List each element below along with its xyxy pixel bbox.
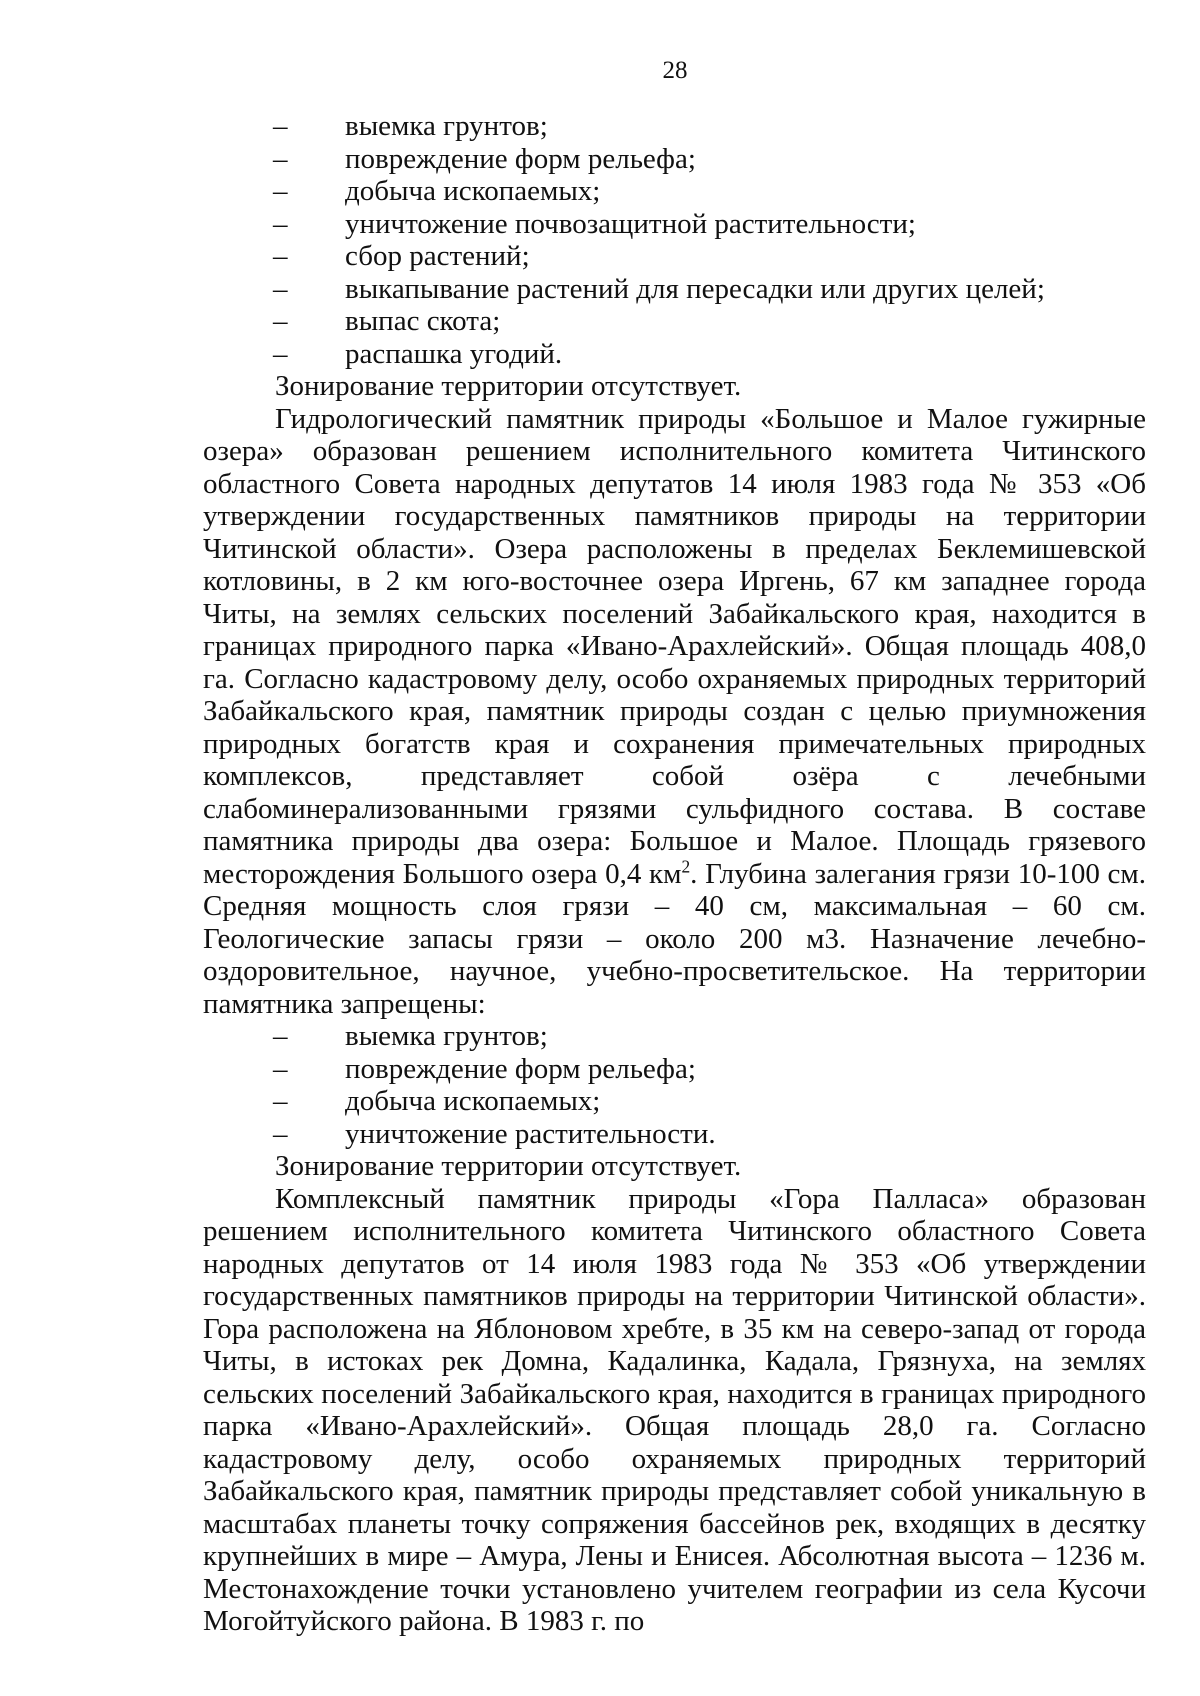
list-dash: –	[273, 1085, 288, 1117]
list-item	[203, 305, 1146, 338]
list-dash: –	[273, 1052, 288, 1085]
list-item-text: распашка угодий.	[345, 337, 563, 370]
zoning-statement-2: Зонирование территории отсутствует.	[275, 1150, 742, 1182]
list-dash: –	[273, 175, 288, 207]
paragraph-text: Гидрологический памятник природы «Большое и Малое гужирные озера» образован решением исполнительного комитета Читинского областного Совета народных депутатов 14 июля 1983 года № 353 «Об утверждении государственных памятников природы на территории Читинской области». Озера расположены в пределах Беклемишевской котловины, в 2 км юго-восточнее озера Иргень, 67 км западнее города Читы, на землях сельских поселений Забайкальского края, находится в границах природного парка «Ивано-Арахлейский». Общая площадь 408,0 га. Согласно кадастровому делу, особо охраняемых природных территорий Забайкальского края, памятник природы создан с целью приумножения природных богатств края и сохранения примечательных природных комплексов, представляет собой озёра с лечебными слабоминерализованными грязями сульфидного состава. В составе памятника природы два озера: Большое и Малое. Площадь грязевого месторождения Большого озера 0,4 км	[203, 402, 1146, 890]
paragraph-pallas-mountain: Комплексный памятник природы «Гора Палласа» образован решением исполнительного комитета Читинского областного Совета народных депутатов от 14 июля 1983 года № 353 «Об утверждении государственных памятников природы на территории Читинской области». Гора расположена на Яблоновом хребте, в 35 км на северо-запад от города Читы, в истоках рек Домна, Кадалинка, Кадала, Грязнуха, на землях сельских поселений Забайкальского края, находится в границах природного парка «Ивано-Арахлейский». Общая площадь 28,0 га. Согласно кадастровому делу, особо охраняемых природных территорий Забайкальского края, памятник природы представляет собой уникальную в масштабах планеты точку сопряжения бассейнов рек, входящих в десятку крупнейших в мире – Амура, Лены и Енисея. Абсолютная высота – 1236 м. Местонахождение точки установлено учителем географии из села Кусочи Могойтуйского района. В 1983 г. по	[203, 1182, 1146, 1637]
list-item	[203, 273, 1146, 306]
list-dash: –	[273, 1117, 288, 1150]
zoning-statement-1: Зонирование территории отсутствует.	[275, 370, 742, 402]
list-item-text: уничтожение растительности.	[345, 1117, 716, 1150]
list-item	[203, 240, 1146, 273]
document-body	[203, 110, 1146, 1638]
list-item	[203, 208, 1146, 241]
list-item-text: повреждение форм рельефа;	[345, 1052, 696, 1085]
list-item	[203, 175, 1146, 208]
paragraph-lakes-monument	[203, 403, 1146, 1021]
page-number: 28	[662, 57, 688, 84]
prohibited-activities-list-2	[203, 1020, 1146, 1150]
list-item	[203, 1053, 1146, 1086]
list-item-text: выемка грунтов;	[345, 110, 548, 142]
list-dash: –	[273, 240, 288, 272]
list-item	[203, 143, 1146, 176]
list-item-text: сбор растений;	[345, 240, 530, 272]
list-item	[203, 338, 1146, 371]
list-dash: –	[273, 207, 288, 240]
list-dash: –	[273, 337, 288, 370]
list-dash: –	[273, 305, 288, 337]
list-item-text: выемка грунтов;	[345, 1020, 548, 1052]
superscript-2: 2	[681, 855, 691, 876]
list-item	[203, 110, 1146, 143]
list-dash: –	[273, 1020, 288, 1052]
list-item-text: повреждение форм рельефа;	[345, 142, 696, 175]
list-dash: –	[273, 272, 288, 305]
list-item-text: выпас скота;	[345, 305, 501, 337]
list-item	[203, 1085, 1146, 1118]
list-item-text: выкапывание растений для пересадки или других целей;	[345, 272, 1045, 305]
list-item-text: добыча ископаемых;	[345, 1085, 601, 1117]
list-item	[203, 1020, 1146, 1053]
list-dash: –	[273, 142, 288, 175]
list-item-text: уничтожение почвозащитной растительности;	[345, 207, 916, 240]
list-dash: –	[273, 110, 288, 142]
prohibited-activities-list-1	[203, 110, 1146, 370]
paragraph-text: . Глубина залегания грязи 10-100 см. Средняя мощность слоя грязи – 40 см, максимальная – 60 см. Геологические запасы грязи – около 200 м3. Назначение лечебно-оздоровительное, научное, учебно-просветительское. На территории памятника запрещены:	[203, 857, 1147, 1020]
list-item	[203, 1118, 1146, 1151]
list-item-text: добыча ископаемых;	[345, 175, 601, 207]
